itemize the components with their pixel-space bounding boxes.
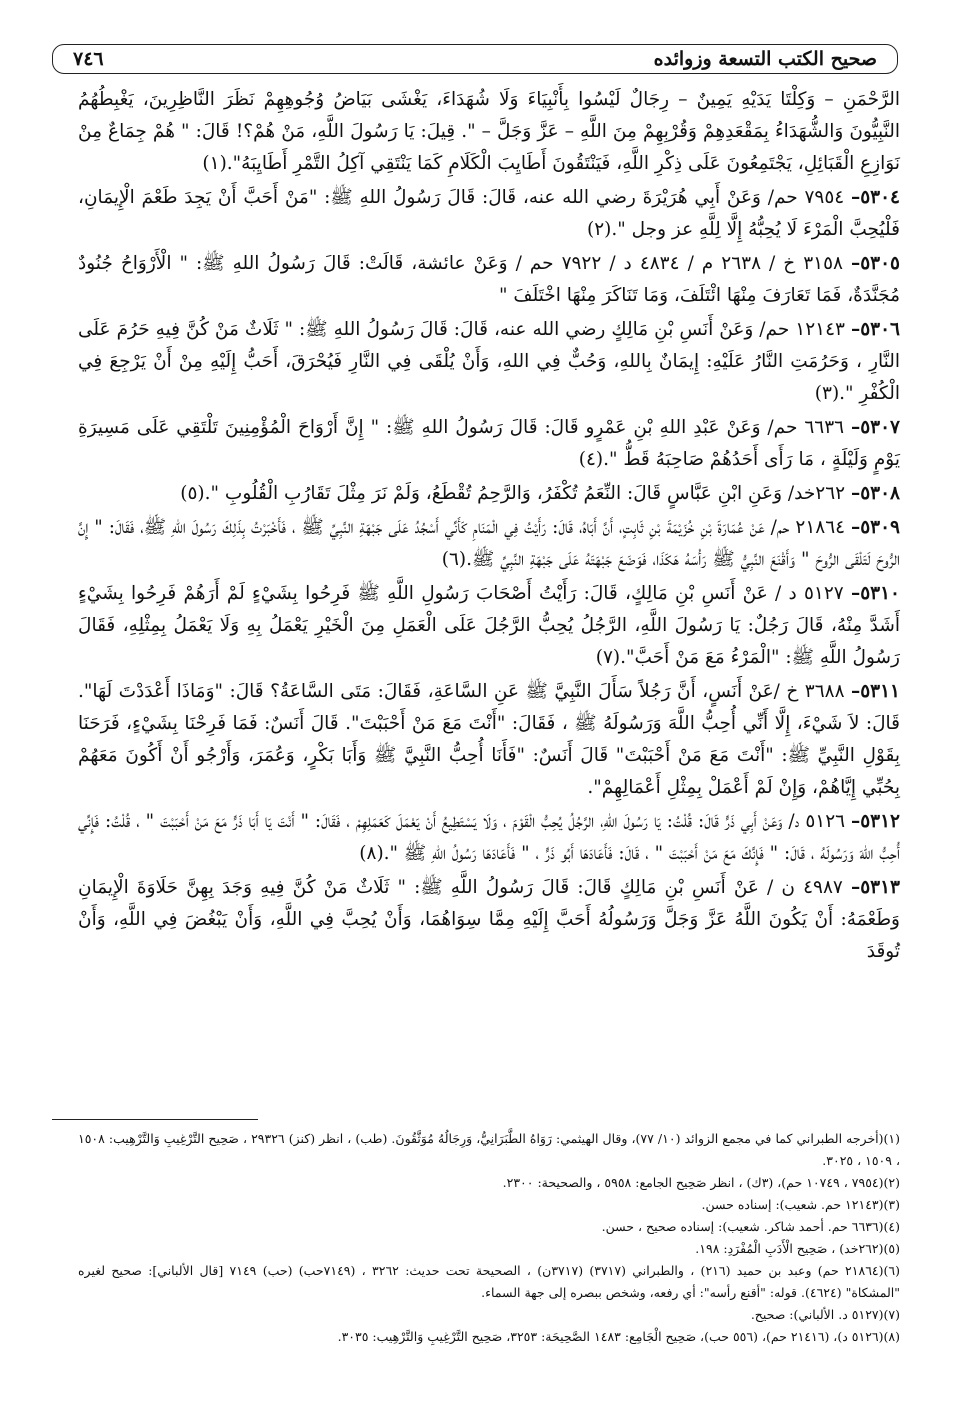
- hadith-paragraph: [78, 412, 900, 476]
- hadith-number: ٥٣٠٥–: [851, 253, 900, 274]
- hadith-paragraph: [78, 512, 900, 576]
- hadith-text: ٦٦٣٦ حم/ وَعَنْ عَبْدِ اللهِ بْنِ عَمْرٍو قَالَ: قَالَ رَسُولُ اللهِ ﷺ: " إِنَّ أَرْوَاحَ الْمُؤْمِنِينَ تَلْتَقِي عَلَى مَسِيرَةِ يَوْمٍ وَلَيْلَةٍ ، مَا رَأَى أَحَدُهُمْ صَاحِبَهُ قَطُّ ".(٤): [78, 417, 900, 470]
- hadith-number: ٥٣١٠–: [851, 583, 900, 604]
- footnote-separator: [52, 1119, 258, 1120]
- hadith-paragraph: [78, 478, 900, 510]
- book-title: صحيح الكتب التسعة وزوائده: [653, 48, 877, 70]
- hadith-paragraph: [78, 314, 900, 410]
- footnotes: [78, 1128, 900, 1348]
- hadith-number: ٥٣٠٤–: [851, 187, 900, 208]
- hadith-paragraph: [78, 806, 900, 870]
- page-header: [52, 44, 898, 74]
- hadith-number: ٥٣١٣–: [851, 877, 900, 898]
- footnote: (٤)(٦٦٣٦ حم. أحمد شاكر. شعيب): إسناده صحيح ، حسن.: [601, 1219, 900, 1234]
- hadith-paragraph: [78, 676, 900, 804]
- footnote: (٣)(١٢١٤٣ حم. شعيب): إسناده حسن.: [701, 1197, 900, 1212]
- hadith-text: ٢٦٢خد/ وَعَنِ ابْنِ عَبَّاسٍ قَالَ: النِّعَمُ تُكْفَرُ، وَالرَّحِمُ تُقْطَعُ، وَلَمْ نَرَ مِثْلَ تَقَارُبِ الْقُلُوبِ ".(٥): [180, 483, 846, 504]
- hadith-number: ٥٣٠٧–: [851, 417, 900, 438]
- hadith-text: ٥١٢٧ د / عَنْ أَنَسِ بْنِ مَالِكٍ، قَالَ: رَأَيْتُ أَصْحَابَ رَسُولِ اللَّهِ ﷺ فَرِحُوا بِشَيْءٍ لَمْ أَرَهُمْ فَرِحُوا بِشَيْءٍ أَشَدَّ مِنْهُ، قَالَ رَجُلٌ: يَا رَسُولَ اللَّهِ، الرَّجُلُ يُحِبُّ الرَّجُلَ عَلَى الْعَمَلِ مِنَ الْخَيْرِ يَعْمَلُ بِهِ وَلَا يَعْمَلُ بِمِثْلِهِ، فَقَالَ رَسُولُ اللَّهِ ﷺ: "الْمَرْءُ مَعَ مَنْ أَحَبَّ".(٧): [78, 583, 900, 668]
- hadith-number: ٥٣١٢–: [851, 811, 900, 832]
- hadith-paragraph: [78, 182, 900, 246]
- hadith-paragraph: [78, 248, 900, 312]
- hadith-text: ٥١٢٦ د/ وَعَنْ أَبِي ذَرٍّ قَالَ: قُلْتُ: يَا رَسُولَ اللهِ، الرَّجُلُ يُحِبُّ الْقَوْمَ ، وَلَا يَسْتَطِيعُ أَنْ يَعْمَلَ كَعَمَلِهِمْ ، فَقَالَ: " أَنْتَ يَا أَبَا ذَرٍّ مَعَ مَنْ أَحْبَبْتَ " ، قُلْتُ: فَإِنِّي أُحِبُّ اللهَ وَرَسُولَهُ ، قَالَ: " فَإِنَّكَ مَعَ مَنْ أَحْبَبْتَ " ، قَالَ: فَأَعَادَهَا أَبُو ذَرٍّ ، " فَأَعَادَهَا رَسُولُ اللهِ ﷺ ".(٨): [78, 811, 900, 864]
- hadith-number: ٥٣٠٨–: [851, 483, 900, 504]
- hadith-body: [78, 84, 900, 970]
- page-number: ٧٤٦: [73, 48, 104, 70]
- hadith-text: ٣١٥٨ خ / ٢٦٣٨ م / ٤٨٣٤ د / ٧٩٢٢ حم / وَعَنْ عائشة، قَالَتْ: قَالَ رَسُولُ اللهِ ﷺ: " الْأَرْوَاحُ جُنُودٌ مُجَنَّدَةٌ، فَمَا تَعَارَفَ مِنْهَا ائْتَلَفَ، وَمَا تَنَاكَرَ مِنْهَا اخْتَلَفَ ": [78, 253, 900, 306]
- hadith-number: ٥٣٠٦–: [851, 319, 900, 340]
- hadith-number: ٥٣٠٩–: [851, 517, 900, 538]
- hadith-paragraph: [78, 84, 900, 180]
- footnote: (٨)(٥١٢٦ د)، (٢١٤١٦ حم)، (٥٥٦ حب)، صَحِيح الْجَامِع: ١٤٨٣ الصَّحِيحَة: ٣٢٥٣، صَحِيح التَّرْغِيبِ وَالتَّرْهِيب: ٣٠٣٥.: [337, 1329, 900, 1344]
- footnote: (٦)(٢١٨٦٤ حم) وعبد بن حميد (٢١٦) ، والطبراني (٣٧١٧) (٣٧١٧ن) ، الصحيحة تحت حديث: ٣٢٦٢ ، (٧١٤٩حب) (حب) ٧١٤٩ [قال الألباني]: صحيح لغيره "المشكاة" (٤٦٢٤). قوله: "أقنع رأسه": أي رفعه، وشخص ببصره إلى جهة السماء.: [78, 1263, 900, 1300]
- hadith-text: ٧٩٥٤ حم/ وَعَنْ أَبِي هُرَيْرَةَ رضي الله عنه، قَالَ: قَالَ رَسُولُ اللهِ ﷺ: "مَنْ أَحَبَّ أَنْ يَجِدَ طَعْمَ الْإِيمَانِ، فَلْيُحِبَّ الْمَرْءَ لَا يُحِبُّهُ إِلَّا لِلَّهِ عز وجل ".(٢): [78, 187, 900, 240]
- hadith-text: ٣٦٨٨ خ /عَنْ أَنَسٍ، أَنَّ رَجُلاً سَأَلَ النَّبِيَّ ﷺ عَنِ السَّاعَةِ، فَقَالَ: مَتَى السَّاعَةُ؟ قَالَ: "وَمَاذَا أَعْدَدْتَ لَهَا". قَالَ: لاَ شَيْءَ، إِلَّا أَنِّي أُحِبُّ اللَّهَ وَرَسُولَهُ ﷺ ، فَقَالَ: "أَنْتَ مَعَ مَنْ أَحْبَبْتَ". قَالَ أَنَسٌ: فَمَا فَرِحْنَا بِشَيْءٍ، فَرَحَنَا بِقَوْلِ النَّبِيِّ ﷺ: "أَنْتَ مَعَ مَنْ أَحْبَبْتَ" قَالَ أَنَسٌ: "فَأَنَا أُحِبُّ النَّبِيَّ ﷺ وَأَبَا بَكْرٍ، وَعُمَرَ، وَأَرْجُو أَنْ أَكُونَ مَعَهُمْ بِحُبِّي إِيَّاهُمْ، وَإِنْ لَمْ أَعْمَلْ بِمِثْلِ أَعْمَالِهِمْ".: [78, 681, 900, 798]
- hadith-paragraph: [78, 872, 900, 968]
- footnote: (٢)(٧٩٥٤ ، ١٠٧٤٩ حم)، (٣ك) ، انظر صَحِيح الجامع: ٥٩٥٨ ، والصحيحة: ٢٣٠٠.: [502, 1175, 900, 1190]
- hadith-text: ٢١٨٦٤ حم/ عَنْ عُمَارَةَ بْنِ خُزَيْمَةَ بْنِ ثَابِتٍ، أَنَّ أَبَاهُ، قَالَ: رَأَيْتُ فِي الْمَنَامِ كَأَنِّي أَسْجُدُ عَلَى جَبْهَةِ النَّبِيِّ ﷺ ، فَأَخْبَرْتُ بِذَلِكَ رَسُولَ اللهِ ﷺ، فَقَالَ: " إِنَّ الرُّوحَ لَتَلْقَى الرُّوحَ " وَأَقْنَعَ النَّبِيُّ ﷺ رَأْسَهُ هَكَذَا، فَوَضَعَ جَبْهَتَهُ عَلَى جَبْهَةِ النَّبِيِّ ﷺ.(٦): [78, 517, 900, 570]
- hadith-text: الرَّحْمَنِ – وَكِلْتَا يَدَيْهِ يَمِينٌ – رِجَالٌ لَيْسُوا بِأَنْبِيَاءَ وَلَا شُهَدَاءَ، يَغْشَى بَيَاضُ وُجُوهِهِمْ نَظَرَ النَّاظِرِينَ، يَغْبِطُهُمُ النَّبِيُّونَ وَالشُّهَدَاءُ بِمَقْعَدِهِمْ وَقُرْبِهِمْ مِنَ اللَّهِ – عَزَّ وَجَلَّ – ". قِيلَ: يَا رَسُولَ اللَّهِ، مَنْ هُمْ؟! قَالَ: " هُمْ جِمَاعٌ مِنْ نَوَازِعِ الْقَبَائِلِ، يَجْتَمِعُونَ عَلَى ذِكْرِ اللَّهِ، فَيَنْتَقُونَ أَطَايِبَ الْكَلَامِ كَمَا يَنْتَقِي آكِلُ التَّمْرِ أَطَايِبَهُ".(١): [78, 89, 900, 174]
- hadith-text: ١٢١٤٣ حم/ وَعَنْ أَنَسِ بْنِ مَالِكٍ رضي الله عنه، قَالَ: قَالَ رَسُولُ اللهِ ﷺ: " ثَلَاثٌ مَنْ كُنَّ فِيهِ حَرُمَ عَلَى النَّارِ ، وَحَرُمَتِ النَّارُ عَلَيْهِ: إِيمَانٌ بِاللهِ، وَحُبٌّ فِي اللهِ، وَأَنْ يُلْقَى فِي النَّارِ فَيُحْرَقَ، أَحَبُّ إِلَيْهِ مِنْ أَنْ يَرْجِعَ فِي الْكُفْرِ ".(٣): [78, 319, 900, 404]
- footnote: (١)(أخرجه الطبراني كما في مجمع الزوائد (١٠/ ٧٧)، وقال الهيثمي: رَوَاهُ الطَّبَرَانِيُّ، وَرِجَالُهُ مُوَثَّقُونَ. (طب) ، انظر (كنز) ٢٩٣٢٦ ، صَحِيح التَّرْغِيبِ وَالتَّرْهِيب: ١٥٠٨ ، ١٥٠٩ ، ٣٠٢٥.: [78, 1131, 901, 1168]
- hadith-number: ٥٣١١–: [851, 681, 900, 702]
- footnote: (٧)(٥١٢٧ د. الألباني): صحيح.: [750, 1307, 900, 1322]
- hadith-text: ٤٩٨٧ ن / عَنْ أَنَسِ بْنِ مَالِكٍ قَالَ: قَالَ رَسُولُ اللَّهِ ﷺ: " ثَلَاثٌ مَنْ كُنَّ فِيهِ وَجَدَ بِهِنَّ حَلَاوَةَ الْإِيمَانِ وَطَعْمَهُ: أَنْ يَكُونَ اللَّهُ عَزَّ وَجَلَّ وَرَسُولُهُ أَحَبَّ إِلَيْهِ مِمَّا سِوَاهُمَا، وَأَنْ يُحِبَّ فِي اللَّهِ، وَأَنْ يَبْغُضَ فِي اللَّهِ، وَأَنْ تُوقَدَ: [78, 877, 900, 962]
- hadith-paragraph: [78, 578, 900, 674]
- footnote: (٥)(٢٦٢خد) ، صَحِيح الْأَدَبِ الْمُفْرَدِ: ١٩٨.: [695, 1241, 900, 1256]
